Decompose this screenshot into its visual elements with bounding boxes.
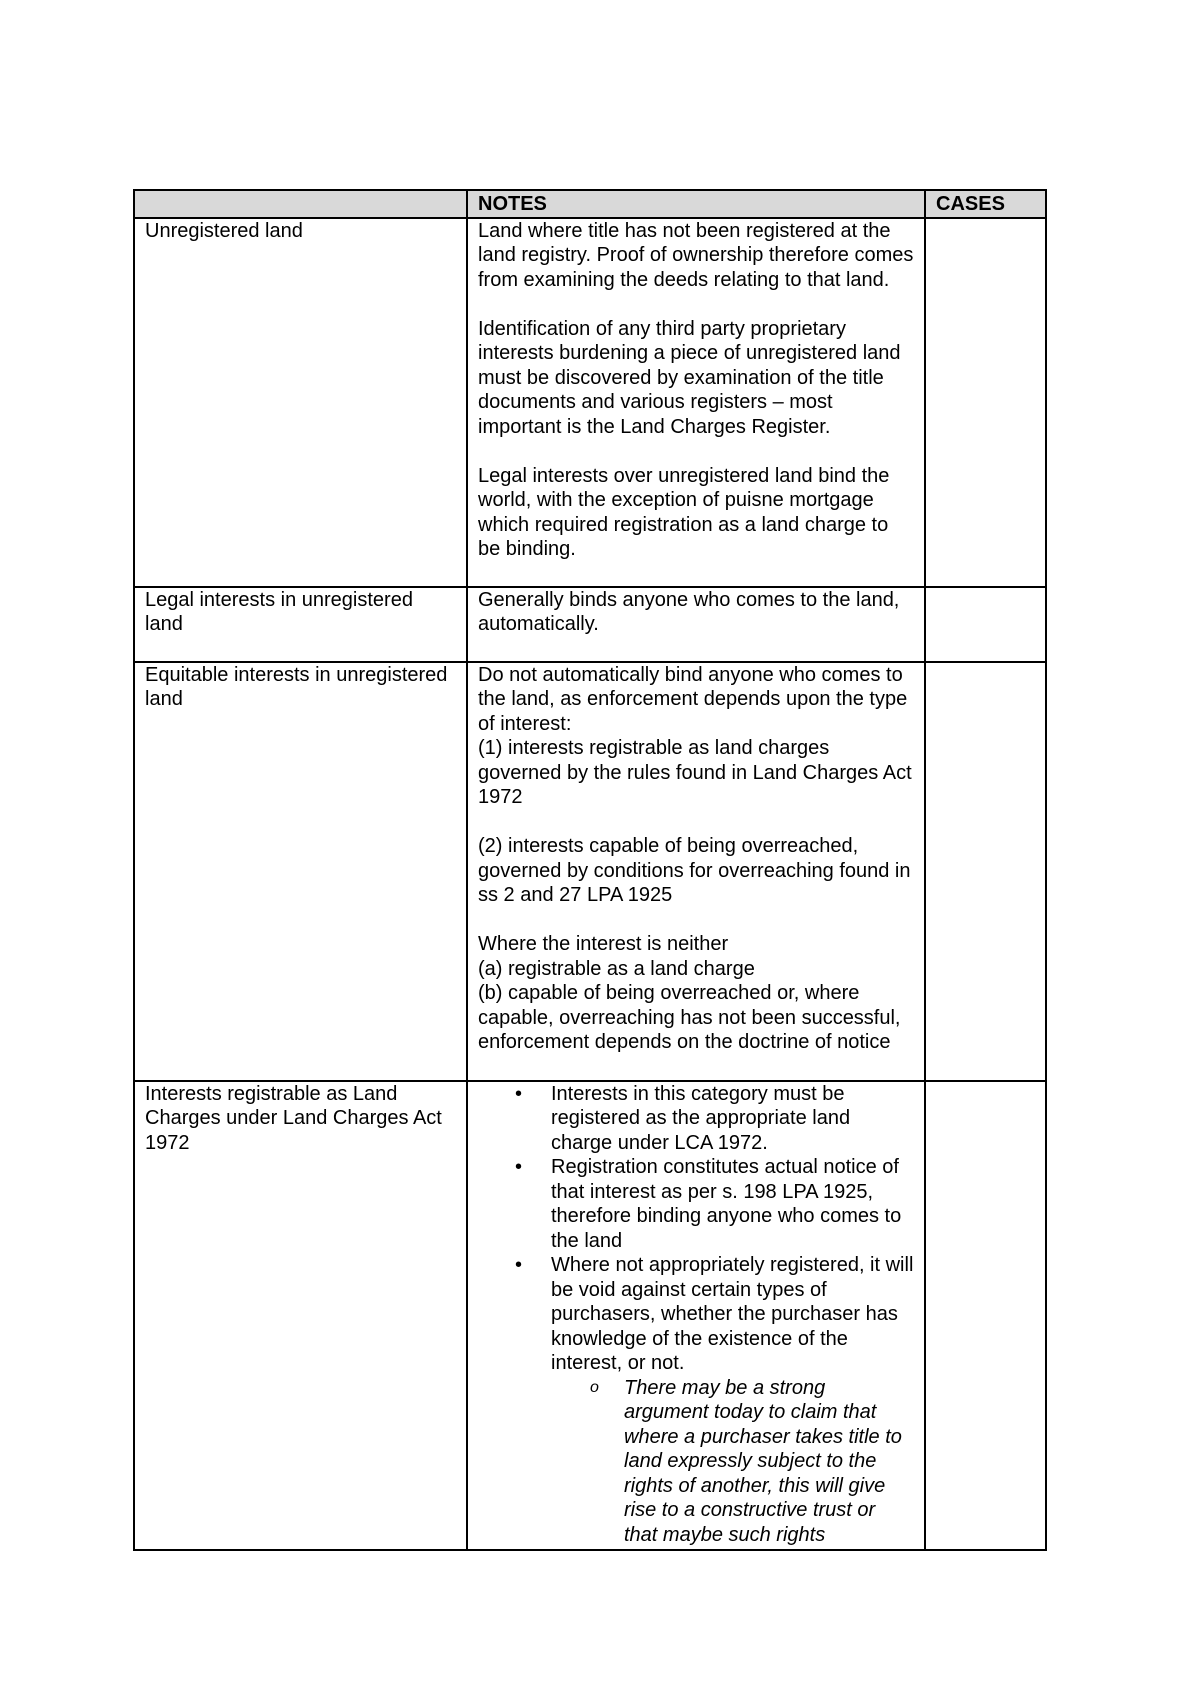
cases-cell [925, 218, 1046, 587]
notes-paragraph: (2) interests capable of being overreached, governed by conditions for overreaching found in ss 2 and 27 LPA 1925 [478, 835, 911, 906]
table-row [134, 218, 1046, 587]
bullet-list [478, 1082, 914, 1548]
table-header-row [134, 190, 1046, 218]
notes-line: (b) capable of being overreached or, where capable, overreaching has not been successful, enforcement depends on the doctrine of notice [478, 982, 901, 1053]
table-row [134, 1081, 1046, 1550]
term-cell: Legal interests in unregistered land [134, 587, 467, 662]
notes-cell [467, 218, 925, 587]
notes-line: (a) registrable as a land charge [478, 957, 755, 980]
sub-bullet-item [478, 1376, 914, 1548]
bullet-item [478, 1253, 914, 1547]
header-cases-cell: CASES [925, 190, 1046, 218]
notes-paragraph: Legal interests over unregistered land bind the world, with the exception of puisne mortgage which required registration as a land charge to be binding. [478, 464, 890, 560]
table-row [134, 587, 1046, 662]
header-notes-cell: NOTES [467, 190, 925, 218]
notes-paragraph: (1) interests registrable as land charges governed by the rules found in Land Charges Act 1972 [478, 737, 912, 808]
notes-cell [467, 587, 925, 662]
term-cell: Unregistered land [134, 218, 467, 587]
cases-cell [925, 1081, 1046, 1550]
cases-cell [925, 587, 1046, 662]
notes-paragraph: Identification of any third party proprietary interests burdening a piece of unregistered land must be discovered by examination of the title documents and various registers – most important is the Land Charges Register. [478, 317, 901, 438]
sub-bullet-list [551, 1376, 914, 1548]
header-term-cell [134, 190, 467, 218]
notes-cell [467, 662, 925, 1081]
bullet-item: • Registration constitutes actual notice of that interest as per s. 198 LPA 1925, therefore binding anyone who comes to the land [478, 1155, 914, 1253]
cases-cell [925, 662, 1046, 1081]
notes-paragraph: Land where title has not been registered at the land registry. Proof of ownership therefore comes from examining the deeds relating to that land. [478, 219, 914, 291]
notes-paragraph: Generally binds anyone who comes to the land, automatically. [478, 588, 900, 635]
table-row [134, 662, 1046, 1081]
term-cell: Equitable interests in unregistered land [134, 662, 467, 1081]
term-cell: Interests registrable as Land Charges under Land Charges Act 1972 [134, 1081, 467, 1550]
bullet-item: • Interests in this category must be registered as the appropriate land charge under LCA 1972. [478, 1082, 914, 1156]
sub-bullet-text: o There may be a strong argument today to claim that where a purchaser takes title to land expressly subject to the rights of another, this will give rise to a constructive trust or that maybe such rights [624, 1376, 902, 1546]
bullet-item-text: Where not appropriately registered, it will be void against certain types of purchasers, whether the purchaser has knowledge of the existence of the interest, or not. [551, 1254, 914, 1374]
notes-cell [467, 1081, 925, 1550]
notes-line: Do not automatically bind anyone who comes to the land, as enforcement depends upon the type of interest: [478, 663, 908, 735]
notes-table [133, 189, 1047, 1551]
notes-line: Where the interest is neither [478, 933, 729, 955]
